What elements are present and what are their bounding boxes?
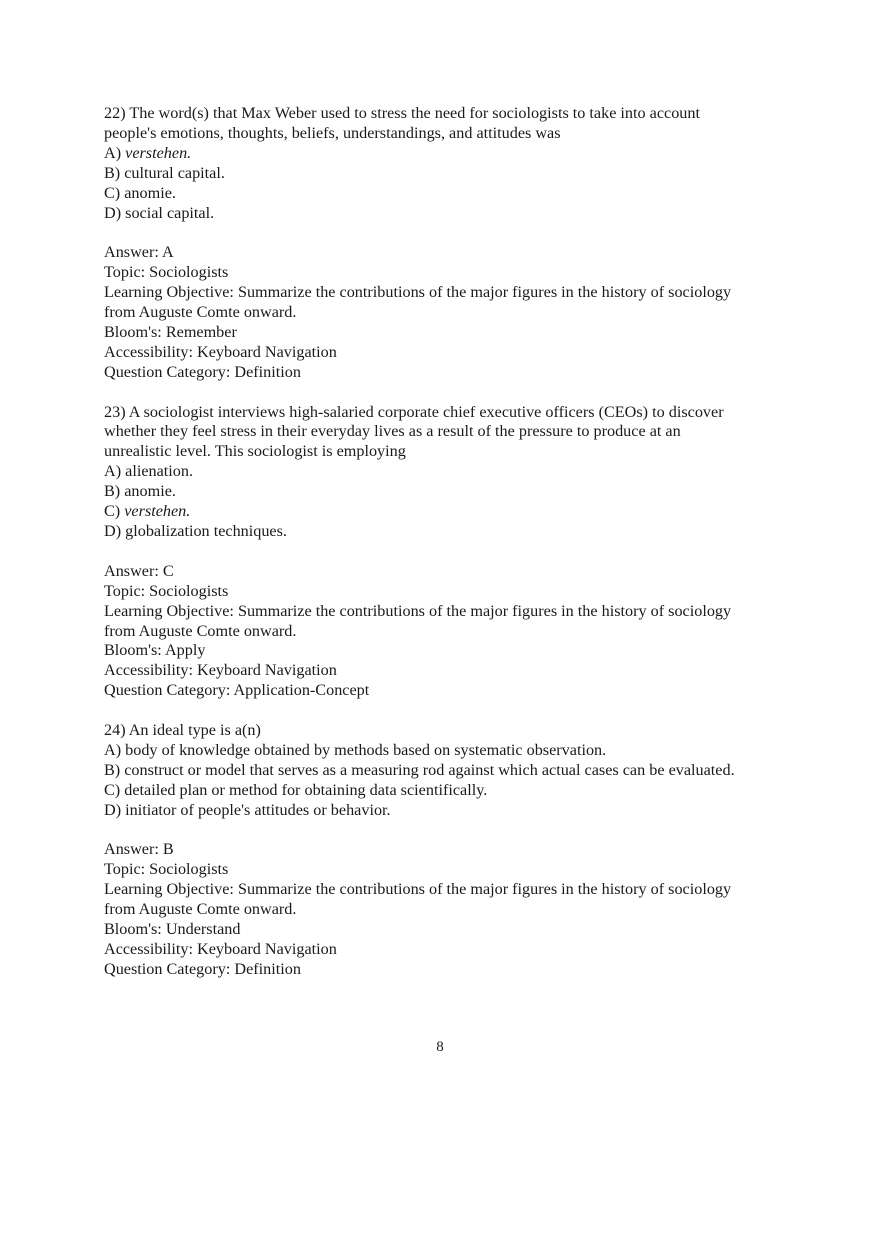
spacer bbox=[104, 223, 804, 243]
learning-objective: from Auguste Comte onward. bbox=[104, 303, 297, 322]
answer-option-d bbox=[104, 801, 804, 821]
spacer bbox=[104, 821, 804, 841]
answer-option-b bbox=[104, 482, 804, 502]
option-prefix: D) bbox=[104, 800, 126, 819]
learning-objective: Learning Objective: Summarize the contributions of the major figures in the history of sociology bbox=[104, 880, 732, 899]
answer-option-a bbox=[104, 462, 804, 482]
option-prefix: C) bbox=[104, 780, 125, 799]
option-text: verstehen. bbox=[125, 143, 192, 162]
option-text: globalization techniques. bbox=[125, 522, 287, 540]
question-category: Question Category: Definition bbox=[104, 959, 301, 978]
blooms-level: Bloom's: Understand bbox=[104, 920, 241, 939]
option-prefix: B) bbox=[104, 760, 125, 779]
question-category: Question Category: Definition bbox=[104, 362, 301, 381]
option-prefix: D) bbox=[104, 203, 126, 222]
option-text: body of knowledge obtained by methods based on systematic observation. bbox=[125, 740, 607, 759]
question-stem-line: unrealistic level. This sociologist is employing bbox=[104, 442, 406, 461]
topic: Topic: Sociologists bbox=[104, 860, 229, 879]
answer-option-b bbox=[104, 164, 804, 184]
accessibility: Accessibility: Keyboard Navigation bbox=[104, 939, 337, 958]
option-prefix: D) bbox=[104, 522, 126, 540]
learning-objective: from Auguste Comte onward. bbox=[104, 900, 297, 919]
question-stem-line: people's emotions, thoughts, beliefs, understandings, and attitudes was bbox=[104, 123, 561, 142]
accessibility: Accessibility: Keyboard Navigation bbox=[104, 661, 337, 680]
page-number: 8 bbox=[436, 1039, 444, 1055]
option-prefix: A) bbox=[104, 740, 126, 759]
option-text: alienation. bbox=[125, 462, 194, 481]
option-text: social capital. bbox=[125, 203, 215, 222]
answer-option-d bbox=[104, 204, 804, 224]
question-metadata bbox=[104, 243, 804, 382]
answer-option-b bbox=[104, 761, 804, 781]
answer-key: Answer: A bbox=[104, 243, 174, 262]
spacer bbox=[104, 542, 804, 562]
option-text: construct or model that serves as a measuring rod against which actual cases can be evaluated. bbox=[124, 760, 735, 779]
option-prefix: A) bbox=[104, 143, 126, 162]
option-text: initiator of people's attitudes or behavior. bbox=[125, 800, 391, 819]
spacer bbox=[104, 701, 804, 721]
answer-option-c bbox=[104, 781, 804, 801]
option-text: anomie. bbox=[124, 183, 176, 202]
option-text: anomie. bbox=[124, 482, 176, 501]
question-metadata bbox=[104, 562, 804, 701]
question-stem-line: 23) A sociologist interviews high-salaried corporate chief executive officers (CEOs) to discover bbox=[104, 402, 724, 421]
learning-objective: from Auguste Comte onward. bbox=[104, 621, 297, 640]
question-stem-line: 24) An ideal type is a(n) bbox=[104, 721, 261, 740]
option-text: detailed plan or method for obtaining data scientifically. bbox=[124, 780, 488, 799]
question-stem-line: whether they feel stress in their everyday lives as a result of the pressure to produce at an bbox=[104, 422, 681, 441]
answer-option-a bbox=[104, 144, 804, 164]
option-prefix: C) bbox=[104, 502, 125, 521]
blooms-level: Bloom's: Remember bbox=[104, 322, 237, 341]
question-metadata bbox=[104, 840, 804, 979]
question-category: Question Category: Application-Concept bbox=[104, 681, 370, 700]
blooms-level: Bloom's: Apply bbox=[104, 641, 206, 660]
answer-key: Answer: C bbox=[104, 561, 174, 580]
learning-objective: Learning Objective: Summarize the contributions of the major figures in the history of sociology bbox=[104, 283, 732, 302]
answer-key: Answer: B bbox=[104, 840, 174, 859]
learning-objective: Learning Objective: Summarize the contributions of the major figures in the history of sociology bbox=[104, 601, 732, 620]
page-content bbox=[104, 104, 804, 980]
accessibility: Accessibility: Keyboard Navigation bbox=[104, 342, 337, 361]
answer-option-a bbox=[104, 741, 804, 761]
spacer bbox=[104, 383, 804, 403]
question-block bbox=[104, 104, 804, 223]
option-prefix: B) bbox=[104, 482, 125, 501]
option-prefix: A) bbox=[104, 462, 126, 481]
topic: Topic: Sociologists bbox=[104, 263, 229, 282]
question-stem-line: 22) The word(s) that Max Weber used to stress the need for sociologists to take into account bbox=[104, 104, 700, 122]
answer-option-c bbox=[104, 502, 804, 522]
answer-option-c bbox=[104, 184, 804, 204]
option-prefix: B) bbox=[104, 163, 125, 182]
question-block bbox=[104, 403, 804, 542]
answer-option-d bbox=[104, 522, 804, 542]
option-text: verstehen. bbox=[124, 502, 191, 521]
option-prefix: C) bbox=[104, 183, 125, 202]
option-text: cultural capital. bbox=[124, 163, 225, 182]
topic: Topic: Sociologists bbox=[104, 581, 229, 600]
question-block bbox=[104, 721, 804, 821]
